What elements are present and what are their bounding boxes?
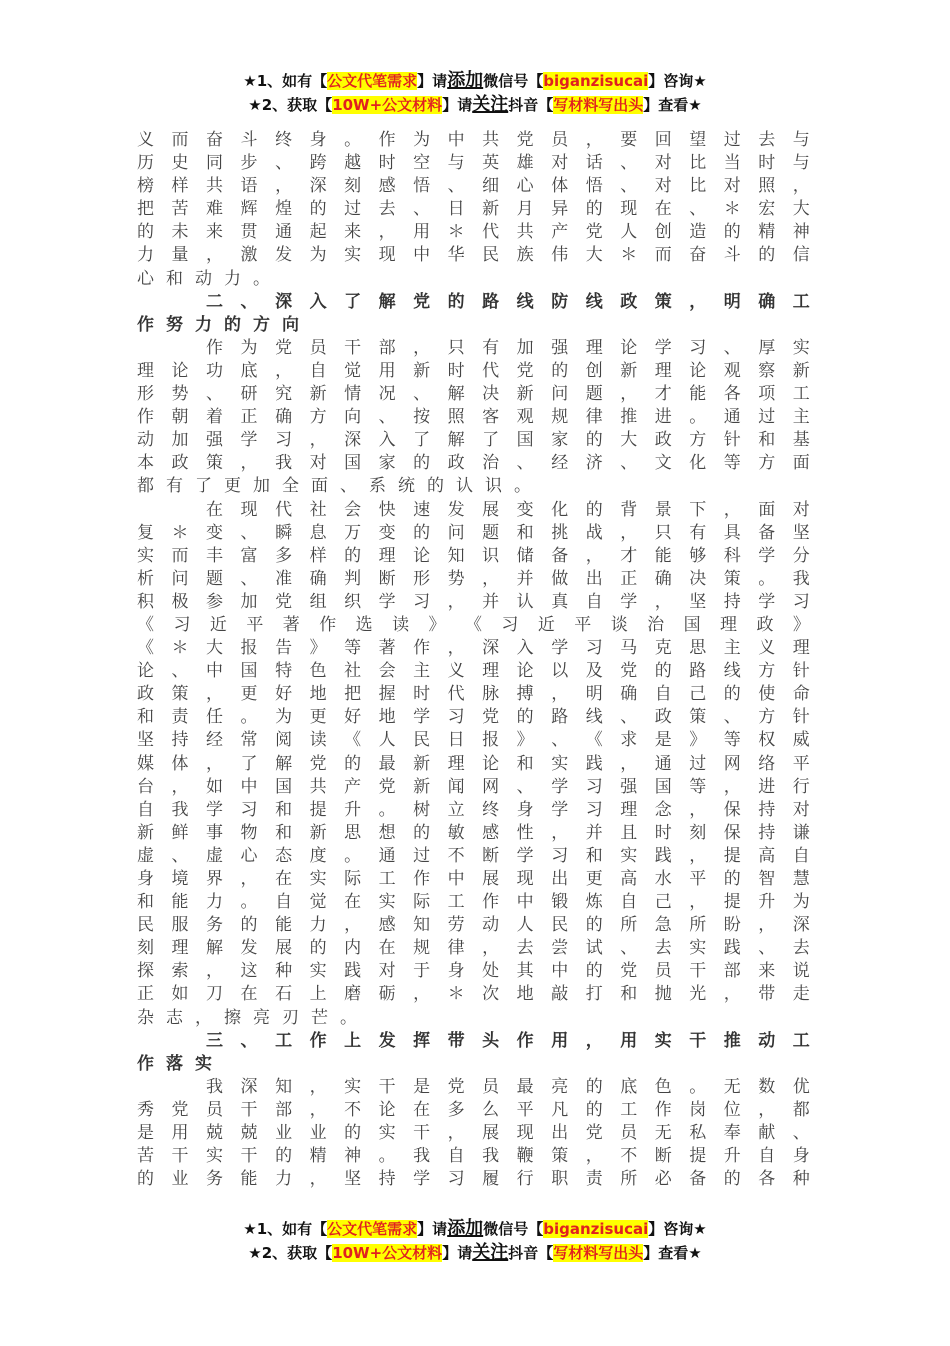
paragraph-line: 新 鲜 事 物 和 新 思 想 的 敏 感 性 ， 并 且 时 刻 保 持 谦 (137, 822, 810, 843)
banner-text: 微信号【 (483, 72, 544, 90)
footer-banner (0, 1217, 950, 1265)
header-banner (0, 69, 950, 117)
paragraph-line: 形 势 、 研 究 新 情 况 、 解 决 新 问 题 ， 才 能 各 项 工 (137, 384, 810, 405)
banner-text: 】咨询★ (648, 72, 707, 90)
banner-emphasis: 关注 (472, 1242, 509, 1263)
highlight-wechat-id: biganzisucai (543, 1220, 649, 1238)
paragraph-line: 《 习 近 平 著 作 选 读 》 《 习 近 平 谈 治 国 理 政 》 (137, 614, 810, 635)
paragraph-line: 秀 党 员 干 部 ， 不 论 在 多 么 平 凡 的 工 作 岗 位 ， 都 (137, 1099, 810, 1120)
section-heading-line: 作 落 实 (137, 1053, 224, 1074)
paragraph-line: 义 而 奋 斗 终 身 。 作 为 中 共 党 员 ， 要 回 望 过 去 与 (137, 130, 810, 150)
banner-text: 】请 (417, 1220, 448, 1238)
paragraph-line: 榜 样 共 语 ， 深 刻 感 悟 、 细 心 体 悟 、 对 比 对 照 ， (137, 176, 810, 197)
paragraph-line: 把 苦 难 辉 煌 的 过 去 、 日 新 月 异 的 现 在 、 ＊ 宏 大 (137, 199, 810, 220)
paragraph-line: 动 加 强 学 习 ， 深 入 了 解 了 国 家 的 大 政 方 针 和 基 (137, 430, 810, 451)
banner-text: 微信号【 (483, 1220, 544, 1238)
paragraph-line: 力 量 ， 激 发 为 实 现 中 华 民 族 伟 大 ＊ 而 奋 斗 的 信 (137, 245, 810, 266)
banner-text: 】请 (442, 1244, 473, 1262)
paragraph-line: 政 策 ， 更 好 地 把 握 时 代 脉 搏 ， 明 确 自 己 的 使 命 (137, 684, 810, 705)
section-heading-line: 二 、 深 入 了 解 党 的 路 线 防 线 政 策 ， 明 确 工 (206, 291, 810, 312)
banner-text: 抖音【 (508, 1244, 554, 1262)
paragraph-line: 和 能 力 。 自 觉 在 实 际 工 作 中 锻 炼 自 己 ， 提 升 为 (137, 892, 810, 913)
document-body (137, 129, 810, 1191)
paragraph-line: 虚 、 虚 心 态 度 。 通 过 不 断 学 习 和 实 践 ， 提 高 自 (137, 845, 810, 866)
paragraph-line: 都 有 了 更 加 全 面 、 系 统 的 认 识 。 (137, 476, 543, 497)
highlight-service: 公文代笔需求 (327, 1220, 418, 1238)
paragraph-line: 和 责 任 。 为 更 好 地 学 习 党 的 路 线 、 政 策 、 方 针 (137, 707, 810, 728)
paragraph-line: 的 业 务 能 力 ， 坚 持 学 习 履 行 职 责 所 必 备 的 各 种 (137, 1169, 810, 1190)
highlight-douyin: 写材料写出头 (553, 96, 644, 114)
banner-text: 】请 (417, 72, 448, 90)
paragraph-line: 作 为 党 员 干 部 ， 只 有 加 强 理 论 学 习 、 厚 实 (206, 337, 810, 358)
banner-line-2 (0, 1241, 950, 1265)
highlight-materials: 10W+公文材料 (332, 96, 443, 114)
highlight-douyin: 写材料写出头 (553, 1244, 644, 1262)
banner-line-1 (0, 69, 950, 93)
banner-emphasis: 添加 (447, 70, 484, 91)
paragraph-line: 论 、 中 国 特 色 社 会 主 义 理 论 以 及 党 的 路 线 方 针 (137, 661, 810, 682)
banner-line-2 (0, 93, 950, 117)
highlight-service: 公文代笔需求 (327, 72, 418, 90)
section-heading-line: 作 努 力 的 方 向 (137, 314, 311, 335)
paragraph-line: 我 深 知 ， 实 干 是 党 员 最 亮 的 底 色 。 无 数 优 (206, 1076, 810, 1097)
paragraph-line: 实 而 丰 富 多 样 的 理 论 知 识 储 备 ， 才 能 够 科 学 分 (137, 545, 810, 566)
highlight-wechat-id: biganzisucai (543, 72, 649, 90)
banner-text: 】咨询★ (648, 1220, 707, 1238)
paragraph-line: 坚 持 经 常 阅 读 《 人 民 日 报 》 、 《 求 是 》 等 权 威 (137, 730, 810, 751)
paragraph-line: 本 政 策 ， 我 对 国 家 的 政 治 、 经 济 、 文 化 等 方 面 (137, 453, 810, 474)
paragraph-line: 台 ， 如 中 国 共 产 党 新 闻 网 、 学 习 强 国 等 ， 进 行 (137, 776, 810, 797)
banner-text: ★2、获取【 (248, 1244, 333, 1262)
banner-text: 抖音【 (508, 96, 554, 114)
banner-text: 】查看★ (643, 96, 702, 114)
paragraph-line: 自 我 学 习 和 提 升 。 树 立 终 身 学 习 理 念 ， 保 持 对 (137, 799, 810, 820)
paragraph-line: 复 ＊ 变 、 瞬 息 万 变 的 问 题 和 挑 战 ， 只 有 具 备 坚 (137, 522, 810, 543)
banner-text: 】查看★ (643, 1244, 702, 1262)
section-heading-line: 三 、 工 作 上 发 挥 带 头 作 用 ， 用 实 干 推 动 工 (206, 1030, 810, 1051)
paragraph-line: 正 如 刀 在 石 上 磨 砺 ， ＊ 次 地 敲 打 和 抛 光 ， 带 走 (137, 984, 810, 1005)
paragraph-line: 积 极 参 加 党 组 织 学 习 ， 并 认 真 自 学 ， 坚 持 学 习 (137, 591, 810, 612)
paragraph-line: 作 朝 着 正 确 方 向 、 按 照 客 观 规 律 推 进 。 通 过 主 (137, 407, 810, 428)
paragraph-line: 身 境 界 ， 在 实 际 工 作 中 展 现 出 更 高 水 平 的 智 慧 (137, 869, 810, 889)
highlight-materials: 10W+公文材料 (332, 1244, 443, 1262)
paragraph-line: 苦 干 实 干 的 精 神 。 我 自 我 鞭 策 ， 不 断 提 升 自 身 (137, 1146, 810, 1167)
banner-text: ★1、如有【 (243, 72, 328, 90)
banner-text: ★1、如有【 (243, 1220, 328, 1238)
paragraph-line: 在 现 代 社 会 快 速 发 展 变 化 的 背 景 下 ， 面 对 (206, 499, 810, 520)
paragraph-line: 民 服 务 的 能 力 ， 感 知 劳 动 人 民 的 所 急 所 盼 ， 深 (137, 915, 810, 936)
banner-emphasis: 添加 (447, 1218, 484, 1239)
paragraph-line: 历 史 同 步 、 跨 越 时 空 与 英 雄 对 话 、 对 比 当 时 与 (137, 153, 810, 174)
paragraph-line: 析 问 题 、 准 确 判 断 形 势 ， 并 做 出 正 确 决 策 。 我 (137, 568, 810, 589)
paragraph-line: 理 论 功 底 ， 自 觉 用 新 时 代 党 的 创 新 理 论 观 察 新 (137, 360, 810, 381)
paragraph-line: 是 用 兢 兢 业 业 的 实 干 ， 展 现 出 党 员 无 私 奉 献 、 (137, 1123, 810, 1144)
banner-text: ★2、获取【 (248, 96, 333, 114)
paragraph-line: 心 和 动 力 。 (137, 268, 282, 289)
paragraph-line: 的 未 来 贯 通 起 来 ， 用 ＊ 代 共 产 党 人 创 造 的 精 神 (137, 222, 810, 243)
paragraph-line: 《 ＊ 大 报 告 》 等 著 作 ， 深 入 学 习 马 克 思 主 义 理 (137, 638, 810, 659)
paragraph-line: 探 索 ， 这 种 实 践 对 于 身 处 其 中 的 党 员 干 部 来 说 (137, 961, 810, 982)
banner-emphasis: 关注 (472, 94, 509, 115)
paragraph-line: 刻 理 解 发 展 的 内 在 规 律 ， 去 尝 试 、 去 实 践 、 去 (137, 938, 810, 959)
banner-text: 】请 (442, 96, 473, 114)
banner-line-1 (0, 1217, 950, 1241)
paragraph-line: 媒 体 ， 了 解 党 的 最 新 理 论 和 实 践 ， 通 过 网 络 平 (137, 753, 810, 774)
paragraph-line: 杂 志 ， 擦 亮 刃 芒 。 (137, 1007, 369, 1028)
